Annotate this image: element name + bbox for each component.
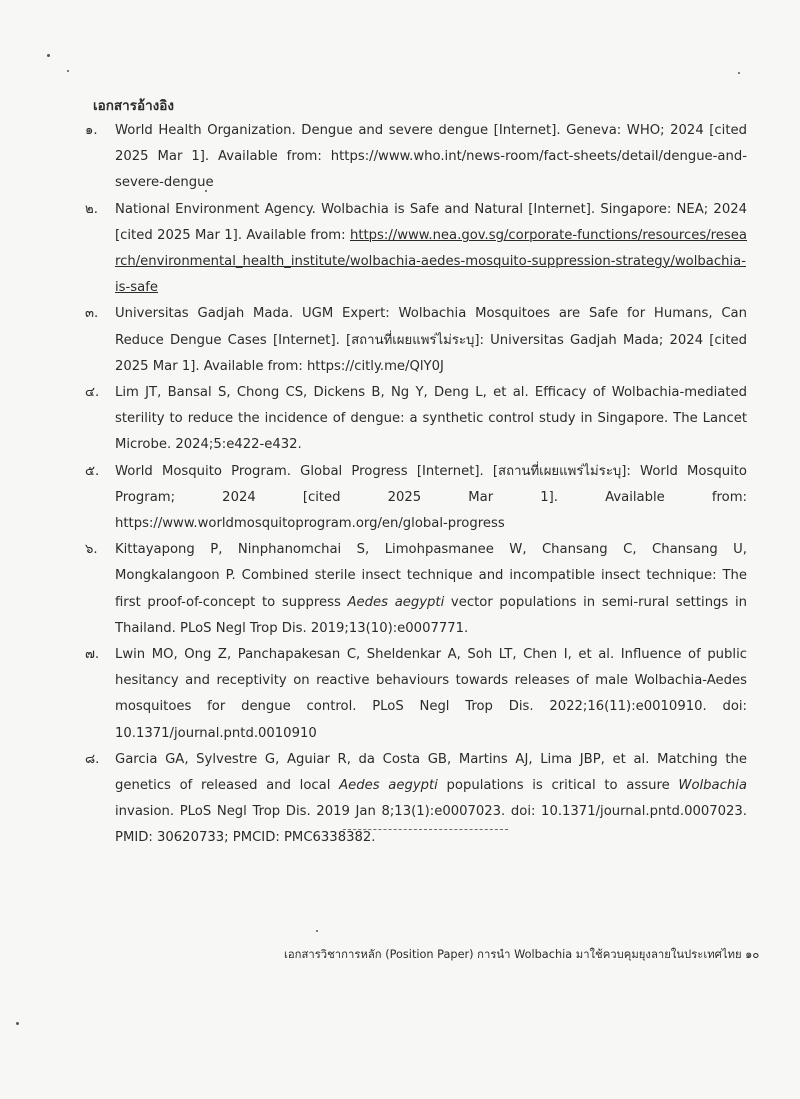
reference-item-7 <box>85 642 747 747</box>
reference-item-3 <box>85 301 747 380</box>
reference-item-4 <box>85 380 747 459</box>
reference-text-c: invasion. PLoS Negl Trop Dis. 2019 Jan 8;13(1):e0007023. doi: 10.1371/journal.pntd.0007023. PMID: 30620733; PMCID: PMC6338382. <box>115 804 747 846</box>
reference-number: ๕. <box>85 463 100 479</box>
reference-item-2 <box>85 197 747 302</box>
reference-link[interactable]: https://www.nea.gov.sg/corporate-functions/resources/research/environmental_health_institute/wolbachia-aedes-mosquito-suppression-strategy/wolbachia-is-safe <box>115 227 747 296</box>
reference-text: National Environment Agency. Wolbachia is Safe and Natural [Internet]. Singapore: NEA; 2024 [cited 2025 Mar 1]. Available from: <box>115 201 747 243</box>
scan-speck <box>16 1022 19 1025</box>
scan-speck <box>47 54 50 57</box>
reference-number: ๒. <box>85 201 98 217</box>
genus-name: Wolbachia <box>678 778 747 794</box>
reference-list <box>85 118 747 852</box>
reference-text-b: vector populations in semi-rural settings in Thailand. PLoS Negl Trop Dis. 2019;13(10):e0007771. <box>115 594 747 636</box>
reference-item-1 <box>85 118 747 197</box>
page-footer: เอกสารวิชาการหลัก (Position Paper) การนำ Wolbachia มาใช้ควบคุมยุงลายในประเทศไทย ๑๐ <box>284 948 760 961</box>
reference-text: World Health Organization. Dengue and severe dengue [Internet]. Geneva: WHO; 2024 [cited 2025 Mar 1]. Available from: https://www.who.int/news-room/fact-sheets/detail/dengue-and-severe-dengue <box>115 123 747 191</box>
reference-text-b: populations is critical to assure <box>437 778 679 794</box>
reference-number: ๖. <box>85 542 98 558</box>
reference-number: ๔. <box>85 385 100 401</box>
reference-item-6 <box>85 537 747 642</box>
species-name: Aedes aegypti <box>347 594 445 610</box>
species-name: Aedes aegypti <box>339 778 438 794</box>
scan-speck <box>316 930 318 932</box>
reference-number: ๑. <box>85 123 98 138</box>
reference-text: World Mosquito Program. Global Progress [Internet]. [สถานที่เผยแพร่ไม่ระบุ]: World Mosquito Program; 2024 [cited 2025 Mar 1]. Available from: https://www.worldmosquitoprogram.org/en/global-progress <box>115 463 747 532</box>
references-heading: เอกสารอ้างอิง <box>93 98 174 114</box>
scan-speck <box>205 190 207 192</box>
reference-text-a: Kittayapong P, Ninphanomchai S, Limohpasmanee W, Chansang C, Chansang U, Mongkalangoon P. Combined sterile insect technique and incompatible insect technique: The first proof-of-concept to suppress <box>115 542 747 610</box>
scan-speck <box>738 72 740 74</box>
reference-number: ๓. <box>85 306 99 322</box>
reference-number: ๘. <box>85 751 100 767</box>
reference-text-a: Garcia GA, Sylvestre G, Aguiar R, da Costa GB, Martins AJ, Lima JBP, et al. Matching the genetics of released and local <box>115 751 747 794</box>
reference-text: Universitas Gadjah Mada. UGM Expert: Wolbachia Mosquitoes are Safe for Humans, Can Reduce Dengue Cases [Internet]. [สถานที่เผยแพร่ไม่ระบุ]: Universitas Gadjah Mada; 2024 [cited 2025 Mar 1]. Available from: https://citly.me/QlY0J <box>115 306 747 374</box>
reference-text: Lim JT, Bansal S, Chong CS, Dickens B, Ng Y, Deng L, et al. Efficacy of Wolbachia-mediated sterility to reduce the incidence of dengue: a synthetic control study in Singapore. The Lancet Microbe. 2024;5:e422-e432. <box>115 385 747 453</box>
reference-number: ๗. <box>85 647 100 663</box>
reference-item-5 <box>85 459 747 538</box>
end-divider <box>343 829 508 830</box>
reference-text: Lwin MO, Ong Z, Panchapakesan C, Sheldenkar A, Soh LT, Chen I, et al. Influence of public hesitancy and receptivity on reactive behaviours towards releases of male Wolbachia-Aedes mosquitoes for dengue control. PLoS Negl Trop Dis. 2022;16(11):e0010910. doi: 10.1371/journal.pntd.0010910 <box>115 647 747 741</box>
reference-item-8 <box>85 747 747 852</box>
scan-speck <box>67 70 69 72</box>
